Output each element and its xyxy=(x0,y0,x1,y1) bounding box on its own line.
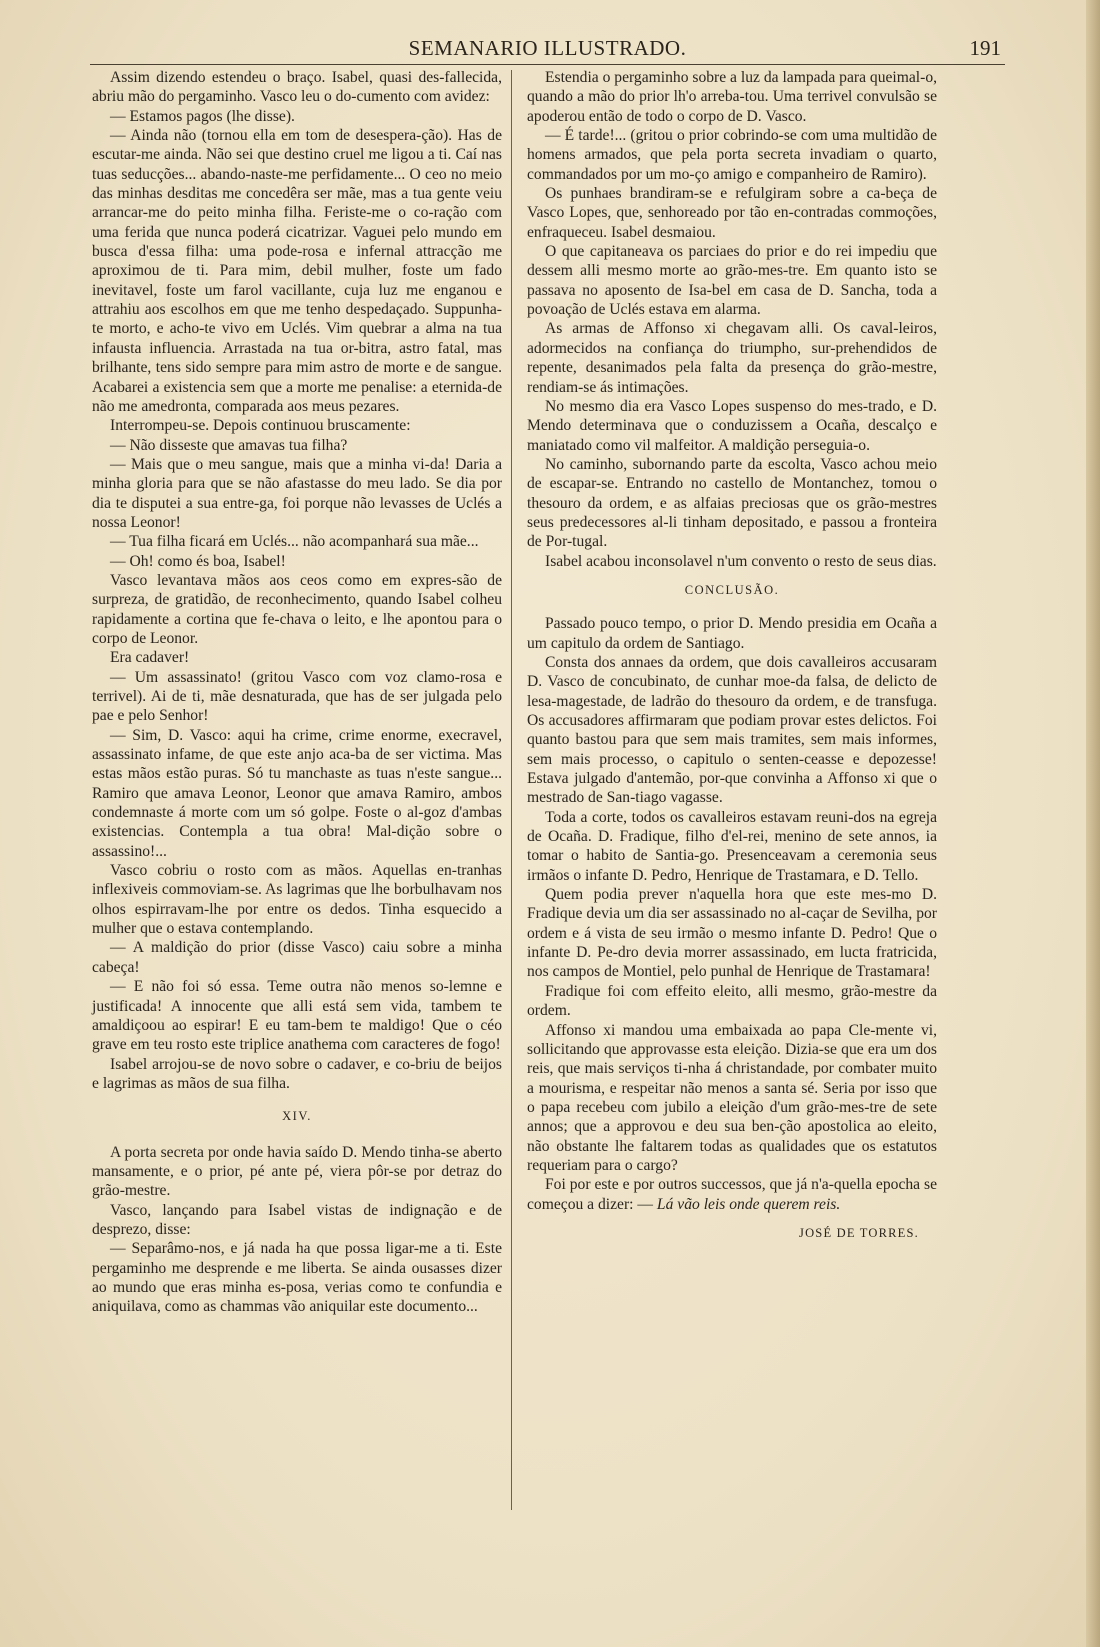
paragraph: — Sim, D. Vasco: aqui ha crime, crime enorme, execravel, assassinato infame, de que este anjo aca-ba de ser victima. Mas estas mãos estão puras. Só tu manchaste as tuas n'este sangue... Ramiro que amava Leonor, Leonor que amava Ramiro, ambos condemnaste á morte com um só golpe. Foste o al-goz d'ambas existencias. Contempla a tua obra! Mal-dição sobre o assassino!... xyxy=(92,726,502,860)
closing-text: Foi por este e por outros successos, que já n'a-quella epocha se começou a dizer: — xyxy=(527,1176,937,1213)
paragraph: — Tua filha ficará em Uclés... não acompanhará sua mãe... xyxy=(110,533,479,551)
paragraph: Fradique foi com effeito eleito, alli mesmo, grão-mestre da ordem. xyxy=(527,982,937,1020)
paragraph: Era cadaver! xyxy=(110,649,190,667)
paragraph: — Separâmo-nos, e já nada ha que possa ligar-me a ti. Este pergaminho me desprende e me liberta. Se ainda ousasses dizer ao mundo que eras minha es-posa, verias como te confundia e aniquilava, como as chammas vão aniquilar este documento... xyxy=(92,1240,502,1316)
page-spine-edge xyxy=(1086,0,1100,1647)
publication-title: SEMANARIO ILLUSTRADO. xyxy=(408,36,687,60)
paragraph: O que capitaneava os parciaes do prior e do rei impediu que dessem alli mesmo morte ao grão-mes-tre. Em quanto isto se passava no aposento de Isa-bel em casa de D. Sancha, toda a povoação de Uclés estava em alarma. xyxy=(527,243,937,319)
paragraph: No mesmo dia era Vasco Lopes suspenso do mes-trado, e D. Mendo determinava que o conduzissem a Ocaña, descalço e maniatado como vil malfeitor. A maldição perseguia-o. xyxy=(527,397,937,454)
paragraph: No caminho, subornando parte da escolta, Vasco achou meio de escapar-se. Entrando no castello de Montanchez, tomou o thesouro da ordem, e as alfaias preciosas que os grão-mestres seus predecessores al-li tinham depositado, e passou a fronteira de Por-tugal. xyxy=(527,455,937,551)
closing-proverb: Lá vão leis onde querem reis. xyxy=(656,1195,841,1213)
paragraph: Passado pouco tempo, o prior D. Mendo presidia em Ocaña a um capitulo da ordem de Santiago. xyxy=(527,615,937,652)
paragraph: Interrompeu-se. Depois continuou bruscamente: xyxy=(110,417,411,435)
paragraph: — Ainda não (tornou ella em tom de desespera-ção). Has de escutar-me ainda. Não sei que destino cruel me ligou a ti. Caí nas tuas seducções... abando-naste-me perfidamente... O ceo no meio das minhas desditas me concedêra ser mãe, mas a tua gente veiu arrancar-me do peito minha filha. Feriste-me o co-ração com uma ferida que nunca poderá cicatrizar. Vaguei pelo mundo em busca d'essa filha: uma pode-rosa e infernal attracção me aproximou de ti. Para mim, debil mulher, foste um fado inevitavel, foste um farol vacillante, cuja luz me enganou e attrahiu aos escolhos em que me tenho despedaçado. Suppunha-te morto, e acho-te vivo em Uclés. Vim quebrar a alma na tua infausta influencia. Arrastada na tua or-bitra, astro fatal, mas brilhante, tens sido sempre para mim astro de morte e de sangue. Acabarei a existencia sem que a morte me penalise: a eternida-de não me amedronta, comparada aos meus pezares. xyxy=(92,127,502,415)
paragraph: — Mais que o meu sangue, mais que a minha vi-da! Daria a minha gloria para que se não afastasse do meu lado. Se dia por dia te disputei a sua entre-ga, foi porque não levasses de Uclés a nossa Leonor! xyxy=(92,455,502,531)
paragraph: Isabel acabou inconsolavel n'um convento o resto de seus dias. xyxy=(545,552,937,570)
right-column xyxy=(527,68,937,1243)
paragraph: A porta secreta por onde havia saído D. Mendo tinha-se aberto mansamente, e o prior, pé ante pé, viera pôr-se por detraz do grão-mestre. xyxy=(92,1143,502,1200)
paragraph: — É tarde!... (gritou o prior cobrindo-se com uma multidão de homens armados, que pela porta secreta invadiam o quarto, commandados por um mo-ço amigo e companheiro de Ramiro). xyxy=(527,127,937,183)
paragraph: As armas de Affonso xi chegavam alli. Os caval-leiros, adormecidos na confiança do triumpho, sur-prehendidos de repente, desanimados pela falta da presença do grão-mestre, rendiam-se ás intimações. xyxy=(527,320,937,396)
left-paragraphs-a xyxy=(92,68,502,1093)
author-signature: JOSÉ DE TORRES. xyxy=(799,1225,919,1240)
page-header xyxy=(90,30,1005,65)
section-heading-xiv: XIV. xyxy=(282,1109,312,1124)
paragraph: Vasco cobriu o rosto com as mãos. Aquellas en-tranhas inflexiveis commoviam-se. As lagrimas que lhe borbulhavam nos olhos espirravam-lhe por entre os dedos. Tinha esquecido a mulher que o estava contemplando. xyxy=(92,862,502,938)
paragraph: Assim dizendo estendeu o braço. Isabel, quasi des-fallecida, abriu mão do pergaminho. Vasco leu o do-cumento com avidez: xyxy=(92,69,502,106)
right-paragraphs-b xyxy=(527,614,937,1175)
left-paragraphs-b xyxy=(92,1143,502,1317)
paragraph: — A maldição do prior (disse Vasco) caiu sobre a minha cabeça! xyxy=(92,939,502,976)
paragraph: — Estamos pagos (lhe disse). xyxy=(110,107,295,125)
paragraph: Vasco, lançando para Isabel vistas de indignação e de desprezo, disse: xyxy=(92,1201,502,1238)
column-divider xyxy=(511,70,512,1510)
paragraph: Vasco levantava mãos aos ceos como em expres-são de surpreza, de gratidão, de reconhecimento, quando Isabel colheu rapidamente a cortina que fe-chava o leito, e lhe apontou para o corpo de Leonor. xyxy=(92,571,502,647)
left-column xyxy=(92,68,502,1317)
section-heading-conclusion: CONCLUSÃO. xyxy=(684,582,780,597)
paragraph: — E não foi só essa. Teme outra não menos so-lemne e justificada! A innocente que alli está sem vida, tambem te amaldiçoou ao espirar! E eu tam-bem te maldigo! Que o céo grave em teu rosto este triplice anathema com caracteres de fogo! xyxy=(92,978,502,1054)
paragraph: — Oh! como és boa, Isabel! xyxy=(110,552,286,570)
paragraph: Estendia o pergaminho sobre a luz da lampada para queimal-o, quando a mão do prior lh'o arreba-tou. Uma terrivel convulsão se apoderou então de todo o corpo de D. Vasco. xyxy=(527,69,938,125)
paragraph: — Um assassinato! (gritou Vasco com voz clamo-rosa e terrivel). Ai de ti, mãe desnaturada, que has de ser julgada pelo pae e pelo Senhor! xyxy=(92,668,502,725)
paragraph: Isabel arrojou-se de novo sobre o cadaver, e co-briu de beijos e lagrimas as mãos de sua filha. xyxy=(92,1055,502,1092)
paragraph: Toda a corte, todos os cavalleiros estavam reuni-dos na egreja de Ocaña. D. Fradique, filho d'el-rei, menino de sete annos, ia tomar o habito de Santia-go. Presenceavam a ceremonia seus irmãos o infante D. Pedro, Henrique de Trastamara, e D. Tello. xyxy=(527,808,937,884)
page-number: 191 xyxy=(969,36,1001,60)
paragraph: Affonso xi mandou uma embaixada ao papa Cle-mente vi, sollicitando que approvasse esta eleição. Dizia-se que era um dos reis, que mais serviços ti-nha á christandade, por combater muito a mourisma, e respeitar não menos a santa sé. Seria por isso que o papa recebeu com jubilo a eleição d'um grão-mes-tre de sete annos; que a approvou e deu sua ben-ção apostolica ao eleito, não obstante lhe faltarem todas as qualidades que os estatutos requeriam para o cargo? xyxy=(527,1021,937,1174)
right-paragraphs-a xyxy=(527,68,937,571)
paragraph: Quem podia prever n'aquella hora que este mes-mo D. Fradique devia um dia ser assassinado no al-caçar de Sevilha, por ordem e á vista de seu irmão o mesmo infante D. Pedro! Que o infante D. Pe-dro devia morrer assassinado, em lucta fratricida, nos campos de Montiel, pelo punhal de Henrique de Trastamara! xyxy=(527,886,937,981)
paragraph: Os punhaes brandiram-se e refulgiram sobre a ca-beça de Vasco Lopes, que, senhoreado por tão en-contradas commoções, enfraqueceu. Isabel desmaiou. xyxy=(527,185,937,241)
paragraph: Consta dos annaes da ordem, que dois cavalleiros accusaram D. Vasco de concubinato, de cunhar moe-da falsa, de delicto de lesa-magestade, de ladrão do thesouro da ordem, e de transfuga. Os accusadores affirmaram que podiam provar estes delictos. Foi quanto bastou para que sem mais tramites, sem mais informes, sem mais processo, o capitulo o senten-ceasse e depozesse! Estava julgado d'antemão, por-que convinha a Affonso xi que o mestrado de San-tiago vagasse. xyxy=(527,653,937,807)
closing-paragraph xyxy=(527,1175,937,1214)
paragraph: — Não disseste que amavas tua filha? xyxy=(110,436,348,454)
